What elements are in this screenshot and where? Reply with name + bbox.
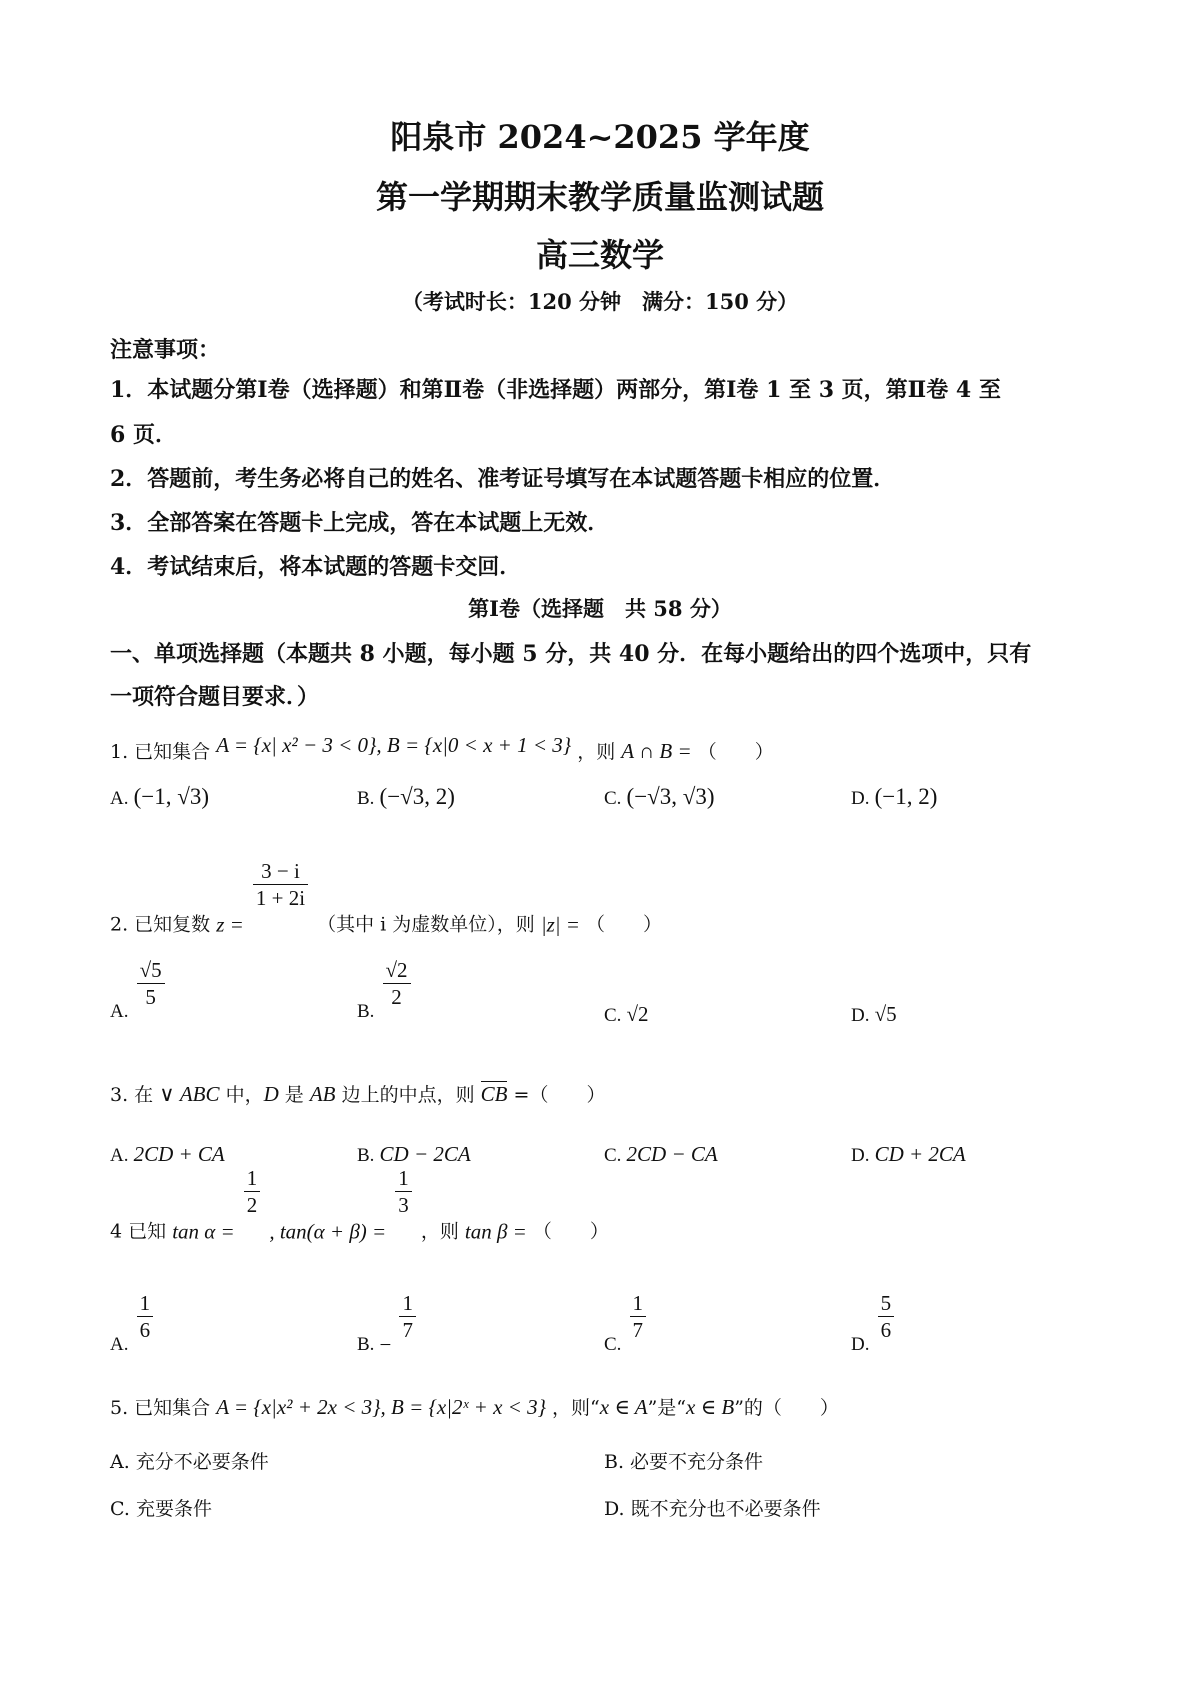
question-3-stem: 3. 在 ∨ ABC 中，D 是 AB 边上的中点，则 CB =（ ） <box>110 1082 606 1106</box>
q1-option-c-value: (−√3, √3) <box>626 784 715 809</box>
q2-option-d[interactable]: D. √5 <box>851 1002 897 1026</box>
q4-option-a-value: $\frac{1}{6}$ <box>137 1290 154 1344</box>
q1-ask: A ∩ B = <box>621 739 692 763</box>
question-2-stem <box>110 859 663 952</box>
q5-option-b[interactable]: B. 必要不充分条件 <box>604 1451 764 1473</box>
q1-option-b[interactable]: B. (−√3, 2) <box>357 784 455 809</box>
q2-answer-paren: （ ） <box>586 913 663 936</box>
q5-option-c[interactable]: C. 充要条件 <box>110 1498 212 1520</box>
q5-option-d[interactable]: D. 既不充分也不必要条件 <box>604 1498 821 1520</box>
note-2: 2．答题前，考生务必将自己的姓名、准考证号填写在本试题答题卡相应的位置． <box>110 466 896 492</box>
q3-triangle: ∨ ABC <box>159 1082 220 1106</box>
q3-answer-paren: （ ） <box>529 1084 606 1106</box>
q5-answer-paren: ”的（ ） <box>734 1397 839 1419</box>
q3-option-c-value: 2CD − CA <box>626 1142 718 1166</box>
q1-suffix: ，则 <box>577 741 616 763</box>
q3-option-d-value: CD + 2CA <box>874 1142 966 1166</box>
q3-option-c[interactable]: C. 2CD − CA <box>604 1142 718 1166</box>
q2-option-d-value: √5 <box>874 1002 897 1026</box>
q5-sets: A = {x|x² + 2x < 3}, B = {x|2ˣ + x < 3} <box>216 1395 546 1419</box>
note-1: 1．本试题分第Ⅰ卷（选择题）和第Ⅱ卷（非选择题）两部分，第Ⅰ卷 1 至 3 页，第Ⅱ卷 4 至 <box>110 377 1001 403</box>
q5-option-a[interactable]: A. 充分不必要条件 <box>110 1451 269 1473</box>
q1-option-d[interactable]: D. (−1, 2) <box>851 784 938 809</box>
q3-prefix: 3. 在 <box>110 1084 154 1106</box>
q2-option-c-value: √2 <box>626 1002 649 1026</box>
q2-prefix: 2. 已知复数 <box>110 913 211 936</box>
q4-number: 4 <box>110 1220 123 1243</box>
q4-answer-paren: （ ） <box>532 1220 609 1243</box>
q3-option-a[interactable]: A. 2CD + CA <box>110 1142 225 1166</box>
note-4: 4．考试结束后，将本试题的答题卡交回． <box>110 554 522 580</box>
q1-sets: A = {x| x² − 3 < 0}, B = {x|0 < x + 1 < 3} <box>216 733 572 757</box>
q3-vector-cb: CB <box>480 1082 508 1106</box>
q1-answer-paren: （ ） <box>697 741 774 763</box>
question-1-stem <box>110 733 774 764</box>
q4-option-a[interactable]: A. $\frac{1}{6}$ <box>110 1318 156 1372</box>
q4-option-c[interactable]: C. $\frac{1}{7}$ <box>604 1318 649 1372</box>
q1-option-b-value: (−√3, 2) <box>379 784 455 809</box>
q3-option-a-value: 2CD + CA <box>133 1142 225 1166</box>
q1-option-a-value: (−1, √3) <box>133 784 209 809</box>
exam-title-line2: 第一学期期末教学质量监测试题 <box>375 178 824 216</box>
note-3: 3．全部答案在答题卡上完成，答在本试题上无效． <box>110 510 610 536</box>
section-instructions-cont: 一项符合题目要求．） <box>110 684 320 710</box>
q3-option-d[interactable]: D. CD + 2CA <box>851 1142 966 1166</box>
q1-option-a[interactable]: A. (−1, √3) <box>110 784 209 809</box>
q2-option-b[interactable]: B. $\frac{√2}{2}$ <box>357 985 414 1039</box>
q3-option-b-value: CD − 2CA <box>379 1142 471 1166</box>
question-5-stem: 5. 已知集合 A = {x|x² + 2x < 3}, B = {x|2ˣ + x < 3} ，则“x ∈ A”是“x ∈ B”的（ ） <box>110 1395 839 1419</box>
q1-option-c[interactable]: C. (−√3, √3) <box>604 784 715 809</box>
q2-z: z = <box>216 912 244 937</box>
note-1-cont: 6 页． <box>110 422 177 448</box>
exam-info: （考试时长：120 分钟 满分：150 分） <box>401 289 799 314</box>
q4-fraction-2: $\frac{1}{3}$ <box>395 1165 412 1219</box>
q2-option-a[interactable]: A. $\frac{√5}{5}$ <box>110 985 168 1039</box>
q2-mid: （其中 i 为虚数单位），则 <box>317 913 535 936</box>
question-4-stem: 4 已知 tan α = $\frac{1}{2}$ , tan(α + β) = $\frac{1}{3}$ ，则 tan β = （ ） <box>110 1166 609 1244</box>
section-title: 第Ⅰ卷（选择题 共 58 分） <box>468 596 732 621</box>
q1-prefix: 1. 已知集合 <box>110 741 211 763</box>
q2-option-a-value: $\frac{√5}{5}$ <box>137 957 165 1011</box>
exam-title-line1: 阳泉市 2024~2025 学年度 <box>390 118 810 156</box>
section-instructions: 一、单项选择题（本题共 8 小题，每小题 5 分，共 40 分．在每小题给出的四个选项中，只有 <box>110 641 1032 667</box>
q2-ask: |z| = <box>540 912 580 937</box>
q2-option-b-value: $\frac{√2}{2}$ <box>383 957 411 1011</box>
notes-title: 注意事项： <box>110 337 221 363</box>
exam-subject: 高三数学 <box>535 236 664 274</box>
q4-option-b[interactable]: B. − $\frac{1}{7}$ <box>357 1318 419 1372</box>
q3-option-b[interactable]: B. CD − 2CA <box>357 1142 471 1166</box>
q4-option-c-value: $\frac{1}{7}$ <box>630 1290 647 1344</box>
q4-option-d[interactable]: D. $\frac{5}{6}$ <box>851 1318 897 1372</box>
q1-option-d-value: (−1, 2) <box>874 784 938 809</box>
q4-fraction-1: $\frac{1}{2}$ <box>244 1165 261 1219</box>
q4-option-b-value: $\frac{1}{7}$ <box>399 1290 416 1344</box>
q2-option-c[interactable]: C. √2 <box>604 1002 649 1026</box>
q2-fraction: $\frac{3 - i}{1 + 2i}$ <box>253 858 308 912</box>
q4-option-d-value: $\frac{5}{6}$ <box>878 1290 895 1344</box>
